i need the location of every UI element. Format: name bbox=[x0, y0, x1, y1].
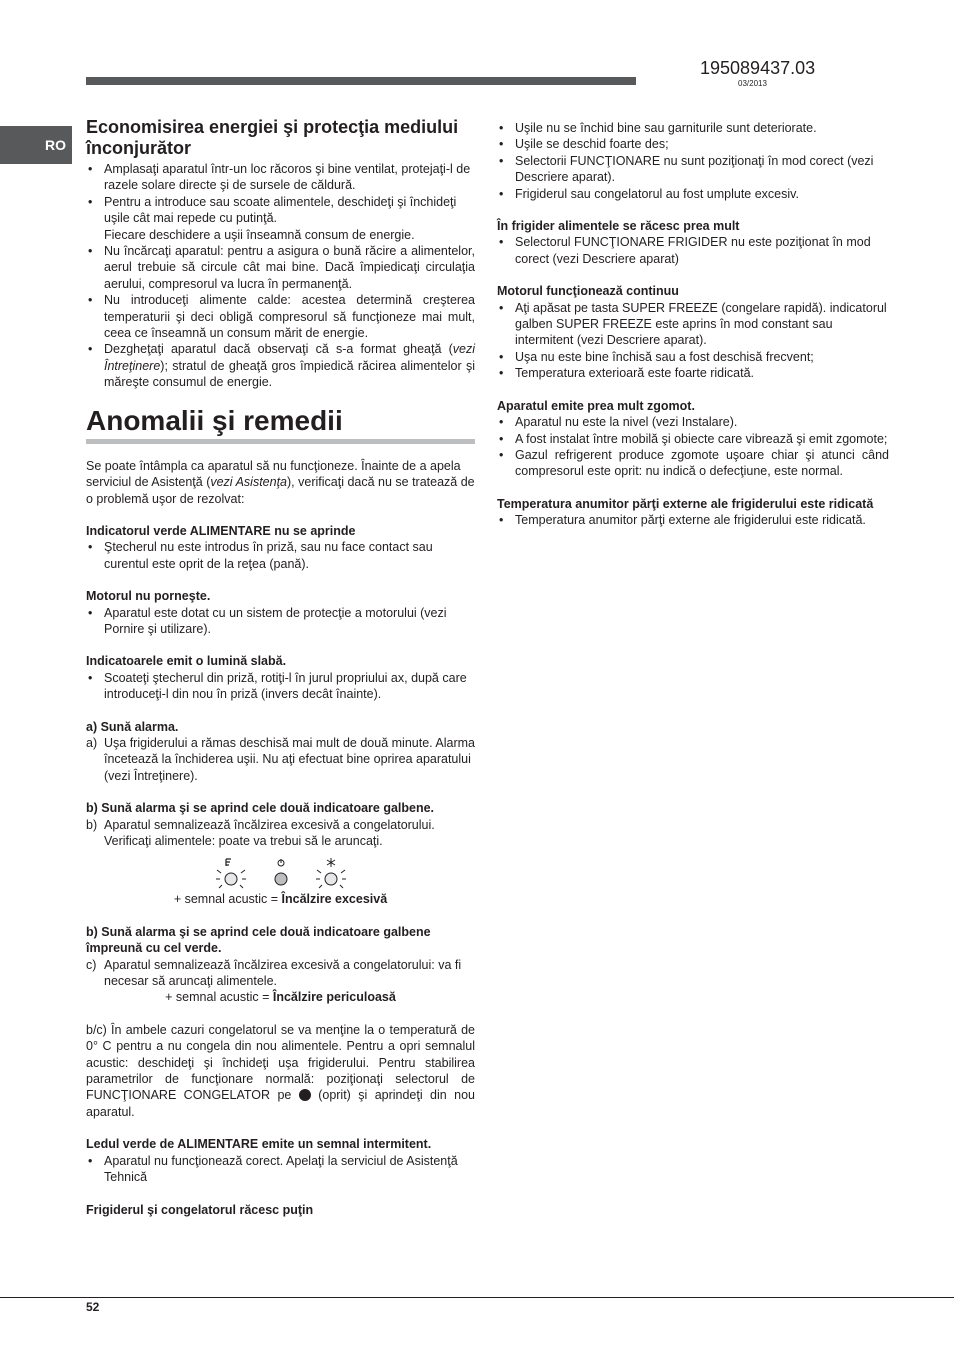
list-item: • Aparatul nu este la nivel (vezi Instalare). bbox=[497, 414, 889, 430]
list-item: • Nu încărcaţi aparatul: pentru a asigura o bună răcire a alimentelor, aerul trebuie să circule cât mai bine. Dacă împiedicaţi circulaţia aerului, compresorul va lucra în permanenţă. bbox=[86, 243, 475, 292]
list-item: • Scoateţi ştecherul din priză, rotiţi-l în jurul propriului ax, după care introduceţi-l din nou în priză (invers decât înainte). bbox=[86, 670, 475, 703]
section-heading: Ledul verde de ALIMENTARE emite un semnal intermitent. bbox=[86, 1137, 432, 1152]
thermometer-indicator bbox=[216, 857, 246, 891]
list-item: • Temperatura anumitor părţi externe ale frigiderului este ridicată. bbox=[497, 512, 889, 528]
list-item: c) Aparatul semnalizează încălzirea excesivă a congelatorului: va fi necesar să aruncaţi alimentele. bbox=[86, 957, 462, 989]
reset-paragraph: b/c) În ambele cazuri congelatorul se va menţine la o temperatură de 0° C pentru a nu congela din nou alimentele. Pentru a opri semnalul acustic: deschideţi şi închideţi uşa frigiderului. Pentru stabilirea parametrilor de funcţionare normală: poziţionaţi selectorul de FUNCŢIONARE CONGELATOR pe (oprit) şi aprindeţi din nou aparatul. bbox=[86, 1022, 475, 1119]
section-heading: În frigider alimentele se răcesc prea mult bbox=[497, 219, 740, 234]
snowflake-icon bbox=[316, 857, 346, 891]
section-heading: Frigiderul şi congelatorul răcesc puţin bbox=[86, 1202, 314, 1217]
list-item: • Ştecherul nu este introdus în priză, sau nu face contact sau curentul este oprit de la reţea (pană). bbox=[86, 539, 475, 572]
list-item: • Pentru a introduce sau scoate alimentele, deschideţi şi închideţi uşile cât mai repede cu putinţă. Fiecare deschidere a uşii înseamnă consum de energie. bbox=[86, 194, 475, 243]
section-heading: Indicatoarele emit o lumină slabă. bbox=[86, 654, 287, 669]
list-item: a) Uşa frigiderului a rămas deschisă mai mult de două minute. Alarma încetează la închiderea uşii. Nu aţi efectuat bine oprirea aparatului (vezi Întreţinere). bbox=[86, 735, 476, 783]
list-item: • Uşile nu se închid bine sau garniturile sunt deteriorate. bbox=[497, 120, 889, 136]
list-item: b) Aparatul semnalizează încălzirea excesivă a congelatorului. Verificaţi alimentele: poate va trebui să le aruncaţi. bbox=[86, 817, 435, 848]
list-item: • Frigiderul sau congelatorul au fost umplute excesiv. bbox=[497, 186, 889, 202]
power-icon bbox=[266, 857, 296, 891]
intro-paragraph: Se poate întâmpla ca aparatul să nu funcţioneze. Înainte de a apela serviciul de Asistenţă (vezi Asistenţa), verificaţi dacă nu se tratează de o problemă uşor de rezolvat: bbox=[86, 458, 475, 506]
power-indicator bbox=[266, 857, 296, 891]
indicator-lights bbox=[86, 857, 475, 891]
list-item: • Amplasaţi aparatul într-un loc răcoros şi bine ventilat, protejaţi-l de razele solare directe şi de sursele de căldură. bbox=[86, 161, 475, 194]
snowflake-indicator bbox=[316, 857, 346, 891]
section-heading: b) Sună alarma şi se aprind cele două indicatoare galbene împreună cu cel verde. bbox=[86, 924, 431, 956]
document-date: 03/2013 bbox=[738, 79, 767, 88]
signal-caption: + semnal acustic = Încălzire excesivă bbox=[173, 892, 388, 907]
list-item: • Aţi apăsat pe tasta SUPER FREEZE (congelare rapidă). indicatorul galben SUPER FREEZE este aprins în mod constant sau intermitent (vezi Descriere aparat). bbox=[497, 300, 889, 349]
list-item: • Gazul refrigerent produce zgomote uşoare chiar şi atunci când compresorul este oprit: nu indică o defecţiune, este normal. bbox=[497, 447, 889, 480]
energy-section-title: Economisirea energiei şi protecţia mediului înconjurător bbox=[86, 117, 459, 158]
signal-caption: + semnal acustic = Încălzire periculoasă bbox=[165, 990, 396, 1005]
section-heading: Motorul funcţionează continuu bbox=[497, 284, 679, 299]
section-heading: Motorul nu porneşte. bbox=[86, 589, 211, 604]
list-item: • Selectorul FUNCŢIONARE FRIGIDER nu este poziţionat în mod corect (vezi Descriere aparat) bbox=[497, 234, 889, 267]
section-heading: Temperatura anumitor părţi externe ale frigiderului este ridicată bbox=[497, 496, 874, 511]
title-underline bbox=[86, 439, 475, 444]
language-tab: RO bbox=[0, 126, 72, 164]
list-item: • Uşile se deschid foarte des; bbox=[497, 136, 889, 152]
right-column bbox=[497, 120, 889, 529]
header-bar bbox=[86, 77, 636, 85]
off-position-icon bbox=[299, 1089, 311, 1101]
thermometer-icon bbox=[216, 857, 246, 891]
section-heading: Indicatorul verde ALIMENTARE nu se aprinde bbox=[86, 523, 356, 538]
footer-rule bbox=[0, 1297, 954, 1298]
left-column bbox=[86, 117, 475, 1218]
list-item: • Uşa nu este bine închisă sau a fost deschisă frecvent; bbox=[497, 349, 889, 365]
list-item: • Selectorii FUNCŢIONARE nu sunt poziţionaţi în mod corect (vezi Descriere aparat). bbox=[497, 153, 889, 186]
section-heading: Aparatul emite prea mult zgomot. bbox=[497, 398, 695, 413]
list-item: • Temperatura exterioară este foarte ridicată. bbox=[497, 365, 889, 381]
document-number: 195089437.03 bbox=[700, 58, 816, 78]
list-item: • A fost instalat între mobilă şi obiecte care vibrează şi emit zgomote; bbox=[497, 431, 889, 447]
section-heading: a) Sună alarma. bbox=[86, 719, 179, 734]
list-item: • Dezgheţaţi aparatul dacă observaţi că s-a format gheaţă (vezi Întreţinere); stratul de gheaţă gros împiedică răcirea alimentelor şi măreşte consumul de energie. bbox=[86, 341, 475, 390]
section-heading: b) Sună alarma şi se aprind cele două indicatoare galbene. bbox=[86, 801, 435, 816]
page-number: 52 bbox=[86, 1300, 100, 1314]
energy-list bbox=[86, 161, 475, 391]
list-item: • Aparatul nu funcţionează corect. Apelaţi la serviciul de Asistenţă Tehnică bbox=[86, 1153, 475, 1186]
page-title: Anomalii şi remedii bbox=[86, 404, 343, 436]
list-item: • Aparatul este dotat cu un sistem de protecţie a motorului (vezi Pornire şi utilizare). bbox=[86, 605, 475, 638]
list-item: • Nu introduceţi alimente calde: acestea determină creşterea temperaturii şi deci obligă compresorul să funcţioneze mai mult, ceea ce înseamnă un consum mărit de energie. bbox=[86, 292, 475, 341]
